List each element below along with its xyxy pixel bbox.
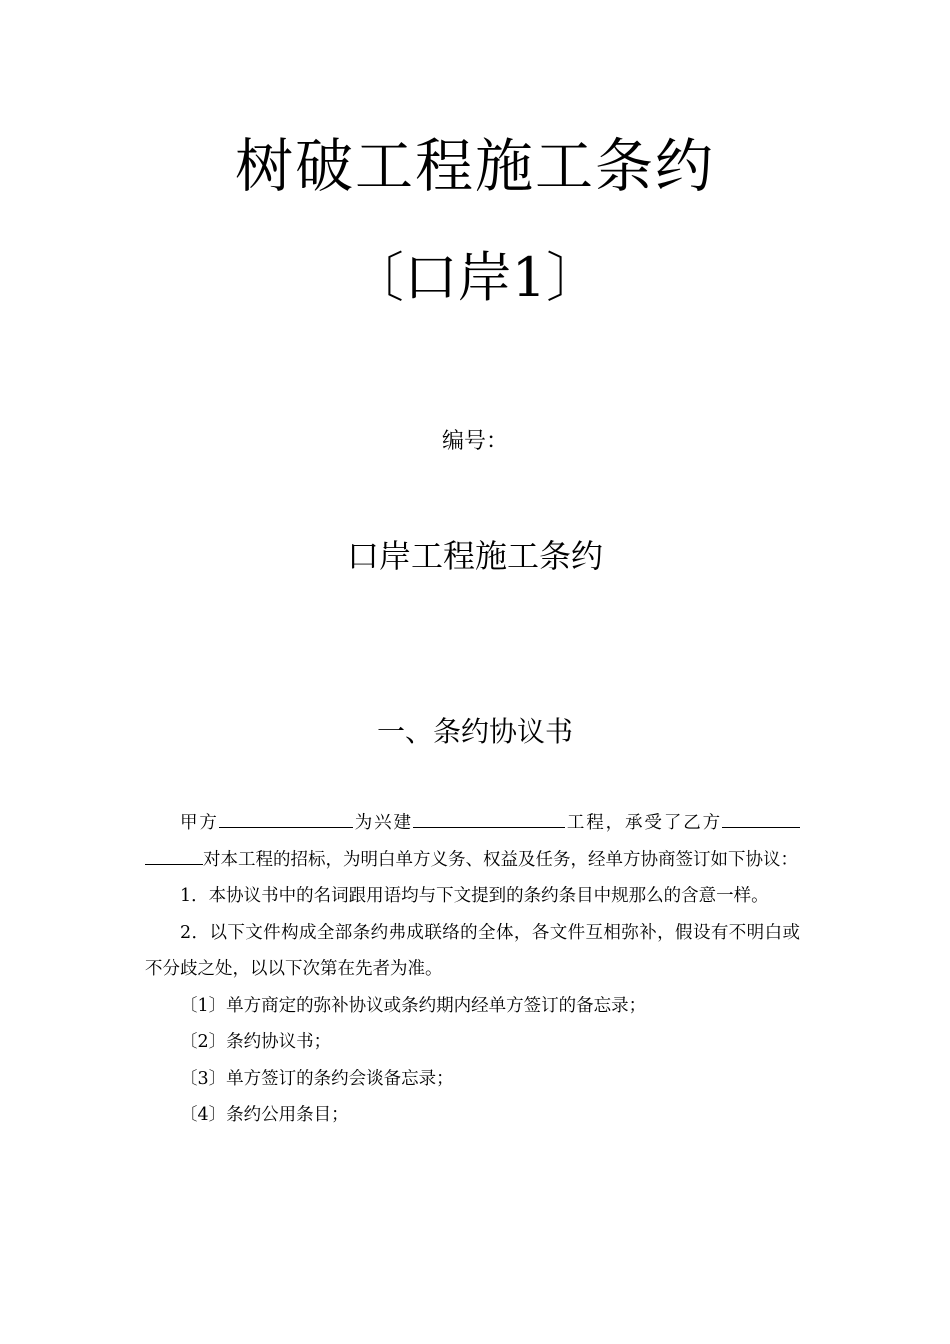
list-item-2: 〔2〕条约协议书； [180, 1032, 332, 1052]
contract-heading: 口岸工程施工条约 [346, 537, 603, 575]
list-item-4: 〔4〕条约公用条目； [180, 1105, 349, 1125]
intro-party-a: 甲方 [180, 813, 219, 833]
intro-build: 为兴建 [352, 813, 413, 833]
document-subtitle: 〔口岸1〕 [349, 246, 601, 309]
project-name-blank [413, 809, 565, 828]
intro-rest: 对本工程的招标，为明白单方义务、权益及任务，经单方协商签订如下协议： [203, 849, 798, 870]
document-title: 树破工程施工条约 [234, 132, 715, 200]
party-a-blank [219, 809, 353, 828]
clause-1: 1．本协议书中的名词跟用语均与下文提到的条约条目中规那么的含意一样。 [180, 886, 769, 906]
party-b-blank [722, 809, 800, 828]
intro-party-b: 工程，承受了乙方 [564, 813, 723, 833]
party-b-blank-continued [145, 846, 203, 865]
contract-body [145, 805, 800, 1134]
section-title: 一、条约协议书 [376, 715, 573, 748]
list-item-3: 〔3〕单方签订的条约会谈备忘录； [180, 1068, 454, 1089]
list-item-1: 〔1〕单方商定的弥补协议或条约期内经单方签订的备忘录； [180, 995, 647, 1016]
intro-paragraph [145, 805, 800, 878]
document-number-label: 编号： [441, 429, 508, 454]
clause-2: 2．以下文件构成全部条约弗成联络的全体，各文件互相弥补，假设有不明白或不分歧之处，以以下次第在先者为准。 [145, 922, 800, 979]
